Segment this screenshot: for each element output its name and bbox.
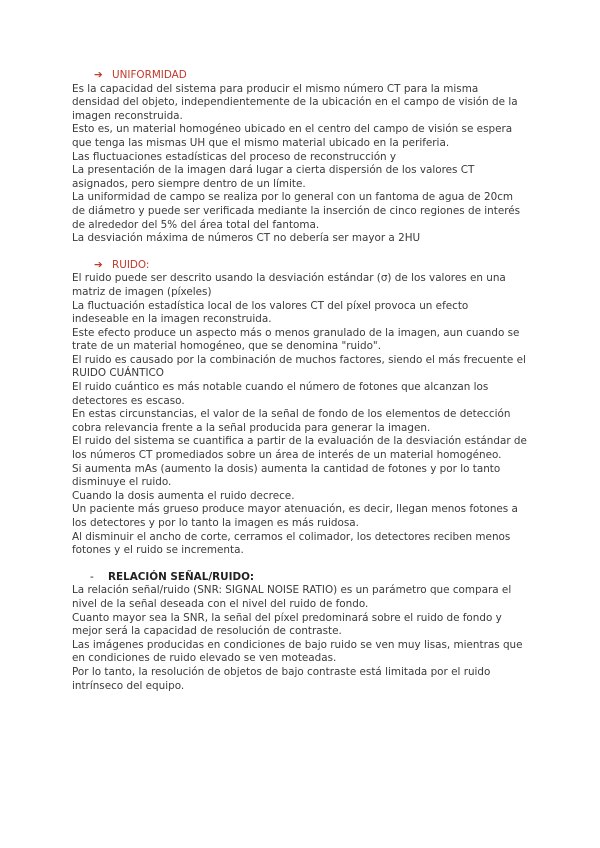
paragraph: Al disminuir el ancho de corte, cerramos el colimador, los detectores reciben menos fotones y el ruido se incrementa.	[72, 530, 511, 557]
heading-title: UNIFORMIDAD	[112, 69, 187, 81]
paragraph: Si aumenta mAs (aumento la dosis) aumenta la cantidad de fotones y por lo tanto disminuye el ruido.	[72, 462, 501, 489]
paragraph: El ruido del sistema se cuantifica a partir de la evaluación de la desviación estándar de los números CT promediados sobre un área de interés de un material homogéneo.	[72, 435, 527, 462]
arrow-icon: ➔	[94, 69, 103, 81]
paragraph: Cuanto mayor sea la SNR, la señal del píxel predominará sobre el ruido de fondo y mejor será la capacidad de resolución de contraste.	[72, 611, 502, 638]
section-relacion-senal-ruido	[72, 571, 528, 693]
paragraph: Es la capacidad del sistema para producir el mismo número CT para la misma densidad del objeto, independientemente de la ubicación en el campo de visión de la imagen reconstruida.	[72, 82, 518, 122]
heading-title: RUIDO:	[112, 258, 150, 271]
paragraph: La fluctuación estadística local de los valores CT del píxel provoca un efecto indeseable en la imagen reconstruida.	[72, 299, 469, 326]
section-uniformidad	[72, 69, 528, 246]
paragraph: La relación señal/ruido (SNR: SIGNAL NOISE RATIO) es un parámetro que compara el nivel de la señal deseada con el nivel del ruido de fondo.	[72, 584, 512, 610]
document-body	[72, 69, 528, 706]
paragraph: Por lo tanto, la resolución de objetos de bajo contraste está limitada por el ruido intrínseco del equipo.	[72, 665, 491, 692]
heading-title: RELACIÓN SEÑAL/RUIDO:	[108, 570, 255, 583]
paragraph: En estas circunstancias, el valor de la señal de fondo de los elementos de detección cobra relevancia frente a la señal producida para generar la imagen.	[72, 408, 511, 434]
dash-bullet: -	[90, 570, 94, 583]
paragraph: Las fluctuaciones estadísticas del proceso de reconstrucción y	[72, 150, 397, 163]
paragraph: La desviación máxima de números CT no debería ser mayor a 2HU	[72, 232, 421, 245]
section-heading	[72, 69, 528, 83]
arrow-icon: ➔	[94, 258, 103, 271]
paragraph: Este efecto produce un aspecto más o menos granulado de la imagen, aun cuando se trate de un material homogéneo, que se denomina "ruido".	[72, 326, 520, 353]
paragraph: Un paciente más grueso produce mayor atenuación, es decir, llegan menos fotones a los detectores y por lo tanto la imagen es más ruidosa.	[72, 503, 518, 529]
paragraph: Cuando la dosis aumenta el ruido decrece.	[72, 489, 295, 502]
paragraph: El ruido es causado por la combinación de muchos factores, siendo el más frecuente el RUIDO CUÁNTICO	[72, 353, 526, 380]
section-ruido	[72, 259, 528, 558]
paragraph: La presentación de la imagen dará lugar a cierta dispersión de los valores CT asignados, pero siempre dentro de un límite.	[72, 164, 475, 190]
paragraph: El ruido cuántico es más notable cuando el número de fotones que alcanzan los detectores es escaso.	[72, 381, 489, 407]
paragraph: El ruido puede ser descrito usando la desviación estándar (σ) de los valores en una matriz de imagen (píxeles)	[72, 272, 506, 298]
paragraph: Las imágenes producidas en condiciones de bajo ruido se ven muy lisas, mientras que en condiciones de ruido elevado se ven moteadas.	[72, 638, 523, 665]
section-heading	[72, 571, 528, 585]
paragraph: Esto es, un material homogéneo ubicado en el centro del campo de visión se espera que tenga las mismas UH que el mismo material ubicado en la periferia.	[72, 123, 513, 149]
paragraph: La uniformidad de campo se realiza por lo general con un fantoma de agua de 20cm de diámetro y puede ser verificada mediante la inserción de cinco regiones de interés de alrededor del 5% del área total del fantoma.	[72, 191, 521, 231]
section-heading	[72, 259, 528, 273]
